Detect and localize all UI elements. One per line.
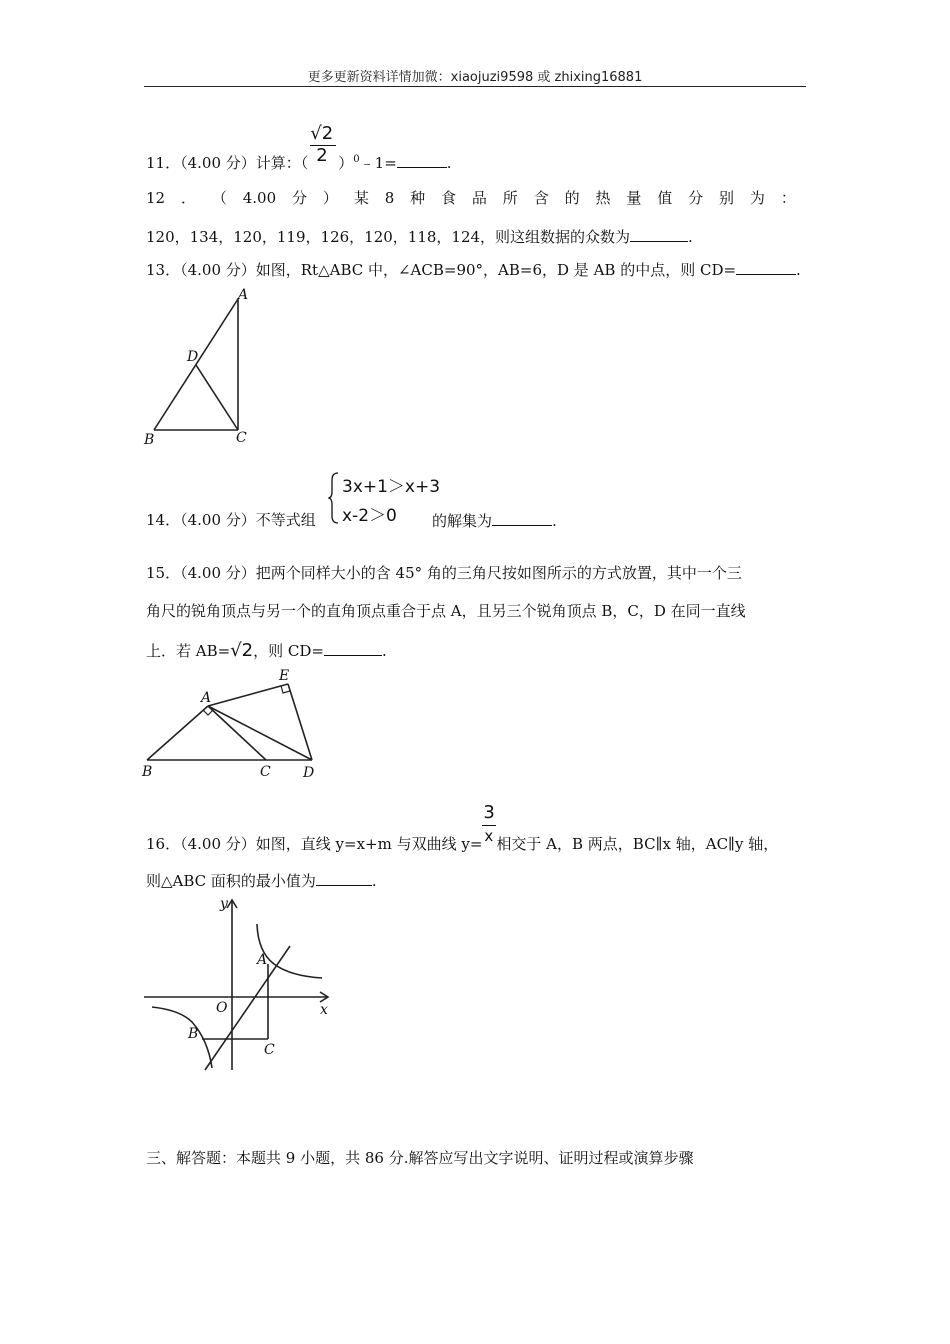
- q12-line1-part: （: [211, 189, 227, 207]
- q12-end: .: [688, 228, 693, 246]
- q15-label-e: E: [279, 668, 290, 684]
- q13-triangle-figure: [140, 285, 260, 450]
- q16-answer-blank[interactable]: [316, 870, 372, 886]
- q16-coordinate-figure: [140, 892, 340, 1077]
- q12-line1-part: 值: [657, 189, 673, 207]
- q11-answer-blank[interactable]: [397, 152, 447, 168]
- q11-frac-num: √2: [310, 123, 334, 144]
- header-rule: [144, 86, 806, 87]
- q16-end: .: [371, 872, 377, 890]
- q14-inequality-1: 3x+1＞x+3: [342, 477, 441, 497]
- q15-triangles-figure: [140, 662, 330, 782]
- q16-label-a: A: [257, 952, 268, 968]
- q16-frac-num: 3: [483, 802, 495, 823]
- question-14: [146, 510, 316, 530]
- q12-line1-part: 的: [564, 189, 580, 207]
- q15-line3-mid: ，则 CD=: [253, 642, 324, 660]
- question-12-line-1: [146, 188, 796, 208]
- q14-suffix: 的解集为: [432, 512, 493, 530]
- question-14-tail: [432, 510, 557, 531]
- q12-line1-part: 8: [384, 189, 395, 207]
- q11-end: .: [446, 154, 452, 172]
- question-11: [146, 123, 452, 173]
- q12-line1-part: 所: [502, 189, 518, 207]
- q12-line1-part: ）: [322, 189, 338, 207]
- q12-line1-part: 量: [626, 189, 642, 207]
- q12-line1-part: 种: [410, 189, 426, 207]
- q14-inequality-2: x-2＞0: [342, 506, 397, 526]
- q11-exponent: 0: [353, 154, 360, 165]
- q12-line1-part: 热: [595, 189, 611, 207]
- q11-frac-den: 2: [316, 145, 328, 166]
- q12-line1-part: 分: [688, 189, 704, 207]
- section-3-heading: 三、解答题：本题共 9 小题，共 86 分.解答应写出文字说明、证明过程或演算步骤: [146, 1149, 694, 1167]
- q15-sqrt2: √2: [230, 640, 254, 661]
- q16-label-o: O: [216, 1000, 228, 1016]
- q16-label-y: y: [220, 896, 228, 912]
- q13-text: 13．（4.00 分）如图，Rt△ABC 中，∠ACB=90°，AB=6，D 是 AB 的中点，则 CD=: [146, 261, 737, 279]
- q14-brace: [328, 470, 340, 526]
- q15-right-angle-a: [203, 710, 213, 715]
- q13-label-a: A: [238, 287, 249, 303]
- q13-label-c: C: [236, 430, 247, 446]
- q15-label-c: C: [260, 764, 271, 780]
- q13-end: .: [796, 261, 801, 279]
- q15-line3-prefix: 上．若 AB=: [146, 642, 231, 660]
- q14-end: .: [552, 512, 557, 530]
- question-15-line-1: 15．（4.00 分）把两个同样大小的含 45° 角的三角尺按如图所示的方式放置，其中一个三: [146, 564, 742, 582]
- q16-frac-den: x: [484, 827, 494, 845]
- q12-line1-part: 为: [749, 189, 765, 207]
- q12-line1-part: 12: [146, 189, 166, 207]
- question-15-line-3: [146, 640, 387, 661]
- q16-hyperbola-left: [152, 1007, 212, 1068]
- page-header: 更多更新资料详情加微：xiaojuzi9598 或 zhixing16881: [307, 70, 643, 85]
- question-15-line-2: 角尺的锐角顶点与另一个的直角顶点重合于点 A，且另三个锐角顶点 B，C，D 在同一直线: [146, 602, 746, 620]
- question-16-line-2: [146, 870, 377, 891]
- q16-prefix: 16．（4.00 分）如图，直线 y=x+m 与双曲线 y=: [146, 835, 483, 853]
- q12-line1-part: 品: [471, 189, 487, 207]
- q12-line1-part: 别: [719, 189, 735, 207]
- question-16: [146, 802, 779, 854]
- q13-median-cd: [196, 365, 238, 430]
- q11-fraction: [308, 123, 338, 168]
- q12-answer-blank[interactable]: [630, 226, 688, 242]
- q15-end: .: [381, 642, 387, 660]
- q16-label-b: B: [188, 1026, 199, 1042]
- q11-prefix: 11．（4.00 分）计算：（: [146, 154, 309, 172]
- q12-line1-part: ．: [180, 189, 196, 207]
- q15-side-ab: [147, 706, 208, 760]
- q16-line2-text: 则△ABC 面积的最小值为: [146, 872, 316, 890]
- q15-answer-blank[interactable]: [324, 640, 382, 656]
- q16-suffix: 相交于 A，B 两点，BC∥x 轴，AC∥y 轴，: [496, 835, 779, 853]
- q16-label-c: C: [264, 1042, 275, 1058]
- q12-line1-part: 分: [292, 189, 308, 207]
- question-12-line-2: [146, 226, 693, 247]
- q12-line1-part: 某: [353, 189, 369, 207]
- q16-hyperbola-right: [257, 924, 322, 978]
- q12-line1-part: ：: [780, 189, 796, 207]
- q12-line1-part: 4.00: [242, 189, 277, 207]
- q15-label-a: A: [201, 690, 212, 706]
- q13-label-b: B: [144, 432, 155, 448]
- question-13: [146, 259, 801, 280]
- q14-inequality-system: [328, 470, 441, 526]
- q15-side-ae: [208, 684, 288, 706]
- q12-line1-part: 食: [441, 189, 457, 207]
- q15-label-d: D: [303, 765, 315, 781]
- q13-answer-blank[interactable]: [736, 259, 796, 275]
- q14-prefix: 14．（4.00 分）不等式组: [146, 511, 316, 529]
- q12-line2-text: 120，134，120，119，126，120，118，124，则这组数据的众数为: [146, 228, 631, 246]
- q16-label-x: x: [320, 1002, 328, 1018]
- q15-side-ad: [208, 706, 312, 760]
- q16-fraction: [482, 802, 496, 849]
- q13-label-d: D: [187, 349, 199, 365]
- q14-answer-blank[interactable]: [492, 510, 552, 526]
- q11-tail: ﹣1=: [359, 154, 397, 172]
- q15-label-b: B: [142, 764, 153, 780]
- q15-side-ac: [208, 706, 266, 760]
- q11-suffix: ）: [338, 154, 354, 172]
- q12-line1-part: 含: [533, 189, 549, 207]
